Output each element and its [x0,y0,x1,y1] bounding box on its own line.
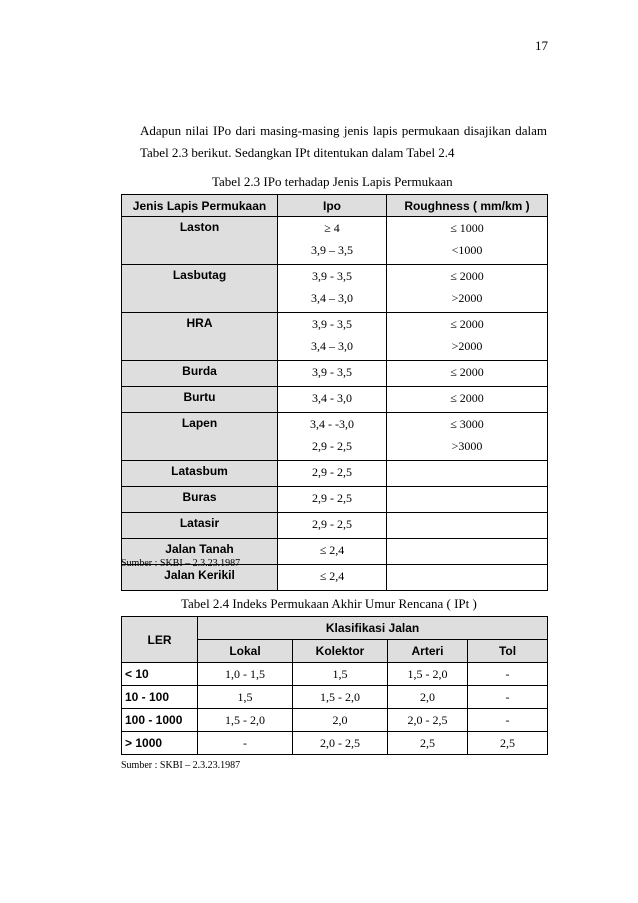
header-jenis-lapis: Jenis Lapis Permukaan [122,195,278,217]
table-row [122,461,548,487]
ipt-value-cell: 2,0 [388,686,468,709]
roughness-value: >3000 [451,439,483,453]
table-row [122,686,548,709]
ipo-value: 3,9 - 3,5 [312,269,352,283]
ipo-value: 2,9 - 2,5 [312,517,352,531]
header-roughness: Roughness ( mm/km ) [387,195,548,217]
roughness-cell [387,313,548,361]
surface-type-cell: Lasbutag [122,265,278,313]
table-row [122,513,548,539]
table2-caption: Tabel 2.4 Indeks Permukaan Akhir Umur Rencana ( IPt ) [181,596,477,611]
ipo-cell [278,361,387,387]
roughness-cell [387,565,548,591]
surface-type-cell: Buras [122,487,278,513]
ipo-cell [278,487,387,513]
roughness-cell [387,513,548,539]
roughness-cell [387,361,548,387]
roughness-value [387,539,547,561]
roughness-cell [387,265,548,313]
roughness-cell [387,461,548,487]
ipt-value-cell: 1,5 - 2,0 [198,709,293,732]
header-ler: LER [122,617,198,663]
roughness-cell [387,387,548,413]
page-number: 17 [535,38,548,53]
ipt-value-cell: 2,5 [388,732,468,755]
header-klasifikasi-jalan: Klasifikasi Jalan [198,617,548,640]
roughness-cell [387,217,548,265]
surface-type-cell: Jalan Tanah [122,539,278,565]
ipt-value-cell: 2,0 - 2,5 [388,709,468,732]
ipt-value-cell: 2,5 [468,732,548,755]
ipo-cell [278,387,387,413]
ipt-value-cell: - [468,663,548,686]
roughness-value: ≤ 2000 [450,391,484,405]
roughness-value: ≤ 2000 [450,269,484,283]
table-row [122,313,548,361]
roughness-value [387,565,547,587]
ipt-value-cell: 1,5 [293,663,388,686]
header-lokal: Lokal [198,640,293,663]
ipo-cell [278,413,387,461]
ler-cell: 100 - 1000 [122,709,198,732]
ipo-value: 3,4 - -3,0 [310,417,354,431]
table-row [122,413,548,461]
roughness-value: >2000 [451,291,483,305]
table-row [122,663,548,686]
roughness-value: <1000 [451,243,483,257]
ipo-cell [278,513,387,539]
roughness-cell [387,487,548,513]
surface-type-cell: Latasir [122,513,278,539]
ipo-value: 3,9 - 3,5 [312,365,352,379]
surface-type-cell: Burda [122,361,278,387]
ipo-value: 2,9 - 2,5 [312,465,352,479]
table-row [122,361,548,387]
surface-type-cell: Latasbum [122,461,278,487]
ipt-value-cell: 1,0 - 1,5 [198,663,293,686]
roughness-value [387,461,547,483]
roughness-value: ≤ 2000 [450,317,484,331]
roughness-value: ≤ 2000 [450,365,484,379]
ipo-value: ≥ 4 [324,221,340,235]
ler-cell: < 10 [122,663,198,686]
table-row [122,387,548,413]
table-row [122,265,548,313]
ipt-value-cell: - [468,686,548,709]
table1-source: Sumber : SKBI – 2.3.23.1987 [121,558,241,569]
ipo-value: 3,4 - 3,0 [312,391,352,405]
table2-source: Sumber : SKBI – 2.3.23.1987 [121,760,241,771]
ler-cell: 10 - 100 [122,686,198,709]
surface-type-cell: HRA [122,313,278,361]
surface-type-cell: Laston [122,217,278,265]
ipt-value-cell: 1,5 - 2,0 [388,663,468,686]
surface-type-cell: Lapen [122,413,278,461]
roughness-value: ≤ 1000 [450,221,484,235]
ipo-table [121,194,548,591]
roughness-value: ≤ 3000 [450,417,484,431]
roughness-cell [387,539,548,565]
body-paragraph [140,120,547,164]
ipo-value: ≤ 2,4 [319,569,345,583]
ipo-cell [278,265,387,313]
table1-caption: Tabel 2.3 IPo terhadap Jenis Lapis Permukaan [212,174,453,189]
header-tol: Tol [468,640,548,663]
header-arteri: Arteri [388,640,468,663]
paragraph-line-2: Tabel 2.3 berikut. Sedangkan IPt ditentukan dalam Tabel 2.4 [140,145,455,160]
roughness-cell [387,413,548,461]
surface-type-cell: Burtu [122,387,278,413]
header-kolektor: Kolektor [293,640,388,663]
ipo-cell [278,539,387,565]
table-row [122,217,548,265]
ipo-value: 3,9 – 3,5 [311,243,353,257]
table-row [122,732,548,755]
table-row [122,709,548,732]
ipo-value: 3,9 - 3,5 [312,317,352,331]
ipt-table [121,616,548,755]
ipo-value: ≤ 2,4 [319,543,345,557]
ipt-value-cell: - [198,732,293,755]
ipo-value: 3,4 – 3,0 [311,339,353,353]
ipo-value: 2,9 - 2,5 [312,491,352,505]
ipt-value-cell: 1,5 - 2,0 [293,686,388,709]
ipt-value-cell: - [468,709,548,732]
ipo-cell [278,217,387,265]
header-ipo: Ipo [278,195,387,217]
ipt-value-cell: 1,5 [198,686,293,709]
roughness-value [387,513,547,535]
ipt-value-cell: 2,0 [293,709,388,732]
ler-cell: > 1000 [122,732,198,755]
ipo-value: 2,9 - 2,5 [312,439,352,453]
surface-type-cell: Jalan Kerikil [122,565,278,591]
ipo-value: 3,4 – 3,0 [311,291,353,305]
ipo-cell [278,565,387,591]
roughness-value [387,487,547,509]
roughness-value: >2000 [451,339,483,353]
ipo-cell [278,313,387,361]
ipt-value-cell: 2,0 - 2,5 [293,732,388,755]
ipo-cell [278,461,387,487]
table-row [122,487,548,513]
paragraph-line-1: Adapun nilai IPo dari masing-masing jenis lapis permukaan disajikan dalam [140,123,547,138]
